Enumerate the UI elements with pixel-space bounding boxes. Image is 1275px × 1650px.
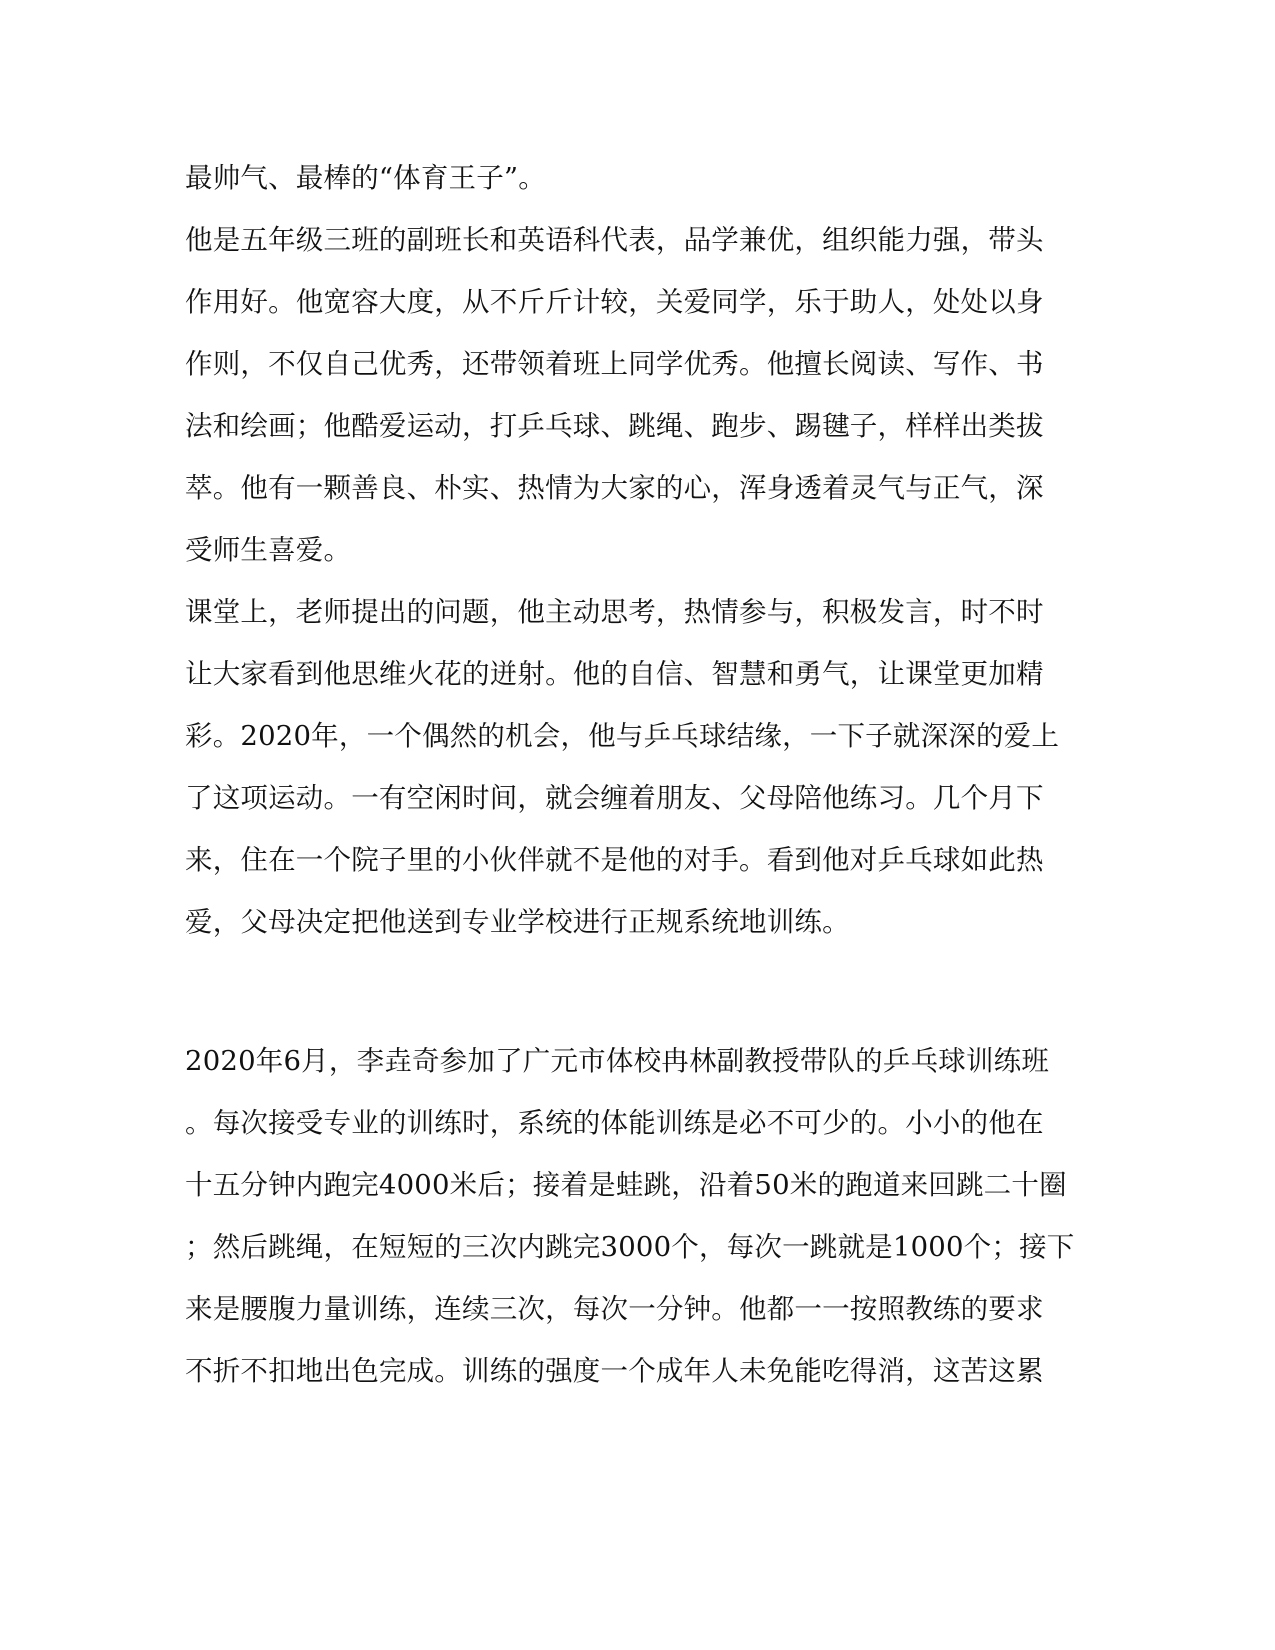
text-line: 作用好。他宽容大度，从不斤斤计较，关爱同学，乐于助人，处处以身 bbox=[185, 286, 1044, 318]
text-line: 了这项运动。一有空闲时间，就会缠着朋友、父母陪他练习。几个月下 bbox=[185, 782, 1044, 814]
text-line: 萃。他有一颗善良、朴实、热情为大家的心，浑身透着灵气与正气，深 bbox=[185, 472, 1044, 504]
text-line: 2020年6月，李垚奇参加了广元市体校冉林副教授带队的乒乓球训练班 bbox=[185, 1045, 1050, 1077]
text-line: 作则，不仅自己优秀，还带领着班上同学优秀。他擅长阅读、写作、书 bbox=[185, 348, 1044, 380]
text-line: 来是腰腹力量训练，连续三次，每次一分钟。他都一一按照教练的要求 bbox=[185, 1293, 1044, 1325]
text-line: 来，住在一个院子里的小伙伴就不是他的对手。看到他对乒乓球如此热 bbox=[185, 844, 1044, 876]
text-line: 课堂上，老师提出的问题，他主动思考，热情参与，积极发言，时不时 bbox=[185, 596, 1044, 628]
text-line: ；然后跳绳，在短短的三次内跳完3000个，每次一跳就是1000个；接下 bbox=[185, 1231, 1075, 1263]
text-line: 法和绘画；他酷爱运动，打乒乓球、跳绳、跑步、踢毽子，样样出类拔 bbox=[185, 410, 1044, 442]
text-line: 彩。2020年，一个偶然的机会，他与乒乓球结缘，一下子就深深的爱上 bbox=[185, 720, 1060, 752]
text-line: 最帅气、最棒的“体育王子”。 bbox=[185, 162, 546, 194]
text-line: 让大家看到他思维火花的迸射。他的自信、智慧和勇气，让课堂更加精 bbox=[185, 658, 1044, 690]
text-line: 不折不扣地出色完成。训练的强度一个成年人未免能吃得消，这苦这累 bbox=[185, 1355, 1044, 1387]
text-line: 受师生喜爱。 bbox=[185, 534, 352, 566]
text-line: 爱，父母决定把他送到专业学校进行正规系统地训练。 bbox=[185, 906, 850, 938]
text-line: 他是五年级三班的副班长和英语科代表，品学兼优，组织能力强，带头 bbox=[185, 224, 1044, 256]
text-line: 。每次接受专业的训练时，系统的体能训练是必不可少的。小小的他在 bbox=[185, 1107, 1044, 1139]
text-line: 十五分钟内跑完4000米后；接着是蛙跳，沿着50米的跑道来回跳二十圈 bbox=[185, 1169, 1067, 1201]
